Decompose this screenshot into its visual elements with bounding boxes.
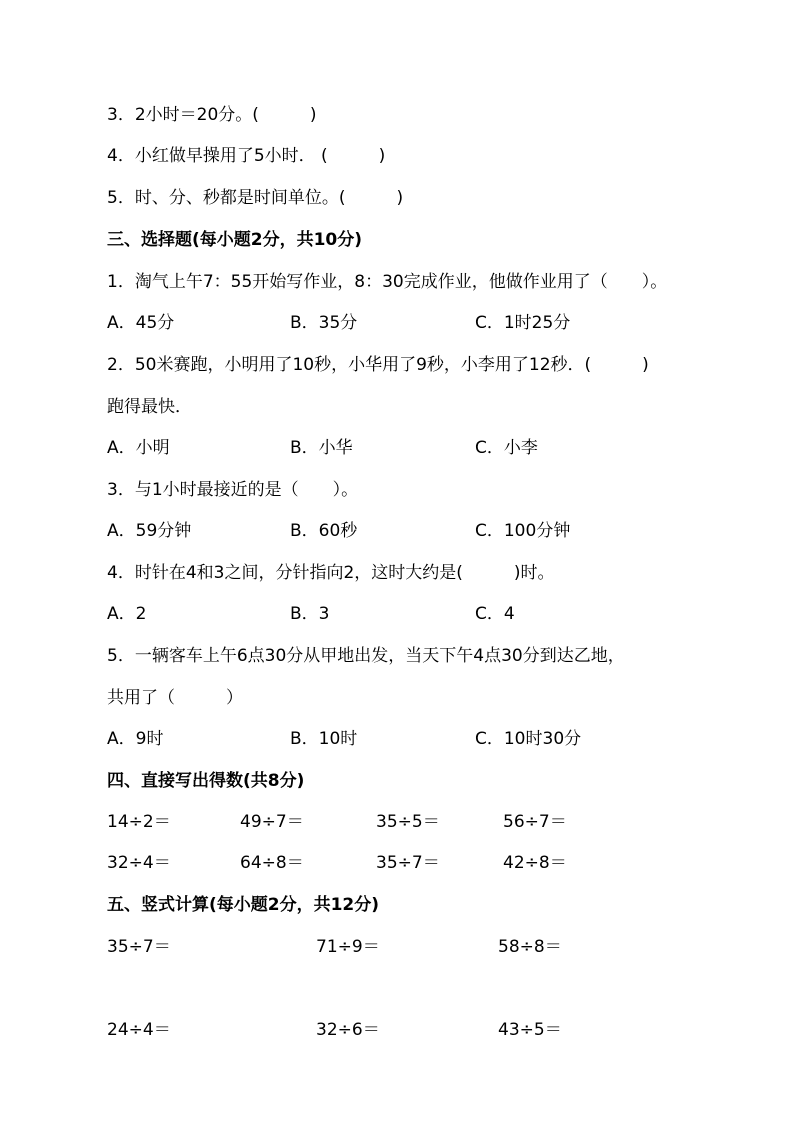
vertical-calc-item: 71÷9＝ <box>316 937 380 957</box>
direct-calc-item: 42÷8＝ <box>503 853 567 873</box>
choice-3-option-b: B．60秒 <box>290 521 358 541</box>
choice-2-option-b: B．小华 <box>290 438 353 458</box>
choice-question-2-cont: 跑得最快． <box>107 397 192 417</box>
choice-4-option-b: B．3 <box>290 604 330 624</box>
choice-5-option-c: C．10时30分 <box>475 729 582 749</box>
direct-calc-item: 56÷7＝ <box>503 812 567 832</box>
vertical-calc-item: 58÷8＝ <box>498 937 562 957</box>
direct-calc-item: 32÷4＝ <box>107 853 171 873</box>
choice-5-option-a: A．9时 <box>107 729 164 749</box>
direct-calc-item: 35÷5＝ <box>376 812 440 832</box>
choice-2-option-c: C．小李 <box>475 438 538 458</box>
choice-question-3: 3．与1小时最接近的是（ ）。 <box>107 480 359 500</box>
choice-4-option-a: A．2 <box>107 604 147 624</box>
choice-1-option-c: C．1时25分 <box>475 313 571 333</box>
section-4-heading: 四、直接写出得数(共8分) <box>107 771 305 791</box>
choice-1-option-b: B．35分 <box>290 313 358 333</box>
choice-question-1: 1．淘气上午7：55开始写作业，8：30完成作业，他做作业用了（ ）。 <box>107 272 668 292</box>
choice-1-option-a: A．45分 <box>107 313 175 333</box>
choice-5-option-b: B．10时 <box>290 729 358 749</box>
choice-3-option-c: C．100分钟 <box>475 521 571 541</box>
choice-question-5-cont: 共用了（ ） <box>107 688 243 708</box>
choice-2-option-a: A．小明 <box>107 438 170 458</box>
choice-question-5: 5．一辆客车上午6点30分从甲地出发，当天下午4点30分到达乙地， <box>107 646 625 666</box>
vertical-calc-item: 24÷4＝ <box>107 1020 171 1040</box>
vertical-calc-item: 43÷5＝ <box>498 1020 562 1040</box>
judge-question-5: 5．时、分、秒都是时间单位。( ) <box>107 188 404 208</box>
vertical-calc-item: 35÷7＝ <box>107 937 171 957</box>
section-3-heading: 三、选择题(每小题2分，共10分) <box>107 230 363 250</box>
choice-4-option-c: C．4 <box>475 604 515 624</box>
direct-calc-item: 49÷7＝ <box>240 812 304 832</box>
judge-question-3: 3．2小时＝20分。( ) <box>107 105 317 125</box>
section-5-heading: 五、竖式计算(每小题2分，共12分) <box>107 895 380 915</box>
judge-question-4: 4．小红做早操用了5小时． ( ) <box>107 146 386 166</box>
direct-calc-item: 14÷2＝ <box>107 812 171 832</box>
direct-calc-item: 35÷7＝ <box>376 853 440 873</box>
choice-question-4: 4．时针在4和3之间，分针指向2，这时大约是( )时。 <box>107 563 555 583</box>
choice-3-option-a: A．59分钟 <box>107 521 192 541</box>
direct-calc-item: 64÷8＝ <box>240 853 304 873</box>
vertical-calc-item: 32÷6＝ <box>316 1020 380 1040</box>
choice-question-2: 2．50米赛跑，小明用了10秒，小华用了9秒，小李用了12秒．( ) <box>107 355 649 375</box>
